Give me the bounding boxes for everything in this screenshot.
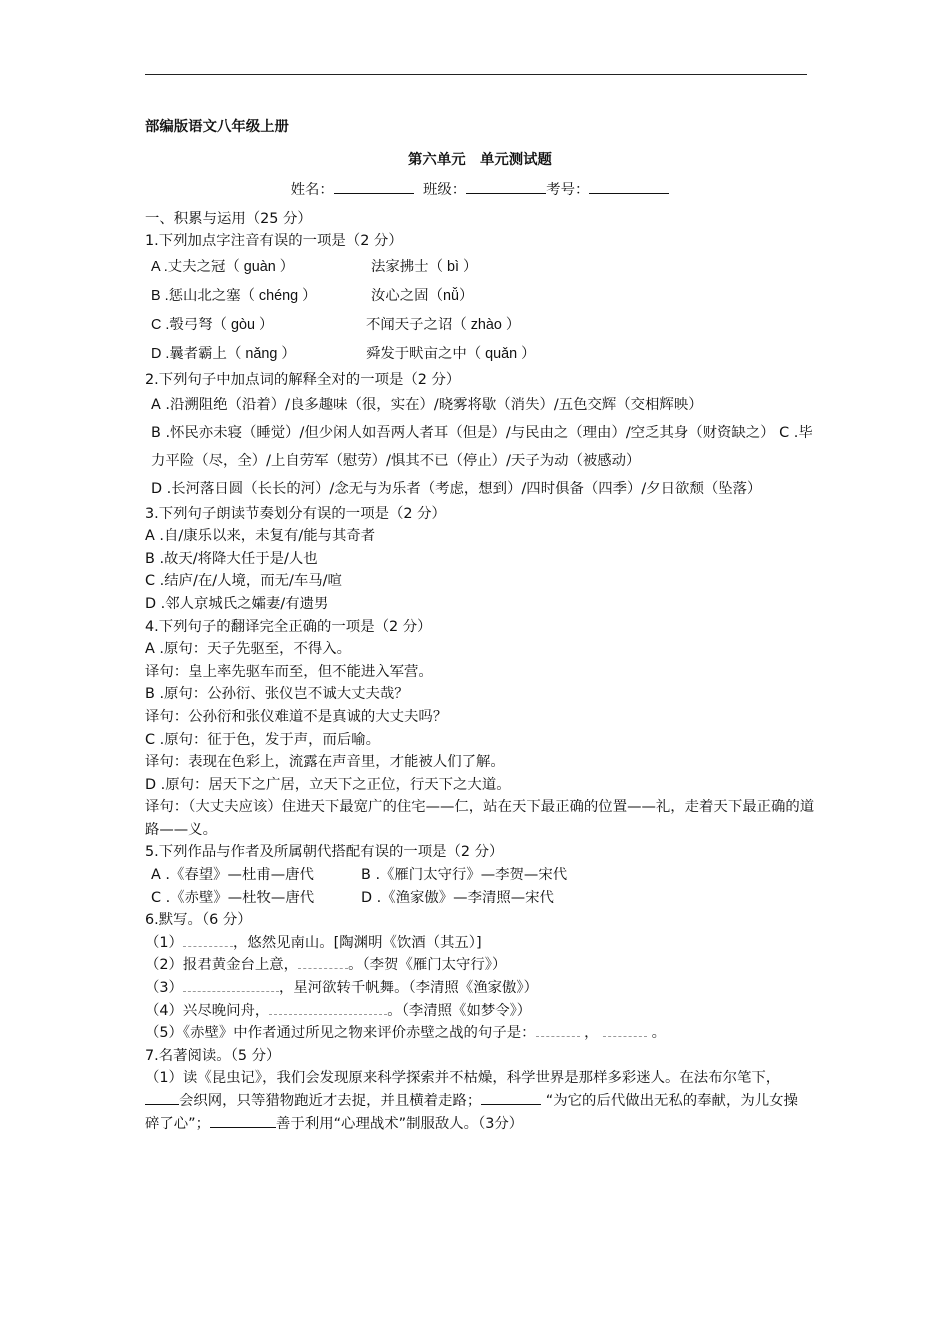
header-rule	[145, 74, 807, 75]
option-b-translation: 译句：公孙衍和张仪难道不是真诚的大丈夫吗？	[145, 708, 448, 725]
question-stem: 1.下列加点字注音有误的一项是（2 分）	[145, 233, 403, 250]
student-info-line	[145, 179, 815, 202]
answer-blank[interactable]	[210, 1113, 276, 1128]
reading-paragraph: （1）读《昆虫记》，我们会发现原来科学探索并不枯燥，科学世界是那样多彩迷人。在法布尔笔下，会织网，只等猎物跑近才去捉，并且横着走路； “为它的后代做出无私的奉献，为儿女操碎了心”； 善于利用“心理战术”制服敌人。（3分）	[145, 1070, 798, 1132]
question-stem: 5.下列作品与作者及所属朝代搭配有误的一项是（2 分）	[145, 844, 504, 861]
option-c-original: C .原句：征于色，发于声，而后喻。	[145, 731, 381, 748]
question-stem: 3.下列句子朗读节奏划分有误的一项是（2 分）	[145, 505, 446, 522]
answer-blank[interactable]	[481, 1090, 541, 1105]
option-a-translation: 译句：皇上率先驱车而至，但不能进入军营。	[145, 663, 433, 680]
option-d: D .邻人京城氏之孀妻/有遗男	[145, 595, 329, 612]
option-d-original: D .原句：居天下之广居，立天下之正位，行天下之大道。	[145, 776, 511, 793]
question-stem: 4.下列句子的翻译完全正确的一项是（2 分）	[145, 618, 432, 635]
answer-blank[interactable]	[269, 1000, 387, 1015]
option-d-translation: 译句：（大丈夫应该）住进天下最宽广的住宅——仁，站在天下最正确的位置——礼，走着天下最正确的道路——义。	[145, 799, 815, 838]
option-a-original: A .原句：天子先驱至，不得入。	[145, 641, 352, 658]
unit-title: 第六单元 单元测试题	[408, 151, 552, 168]
question-1	[145, 230, 815, 369]
document-content	[145, 110, 815, 1135]
class-blank[interactable]	[466, 179, 546, 194]
dictation-4: （4）兴尽晚问舟， 。（李清照《如梦令》）	[145, 1000, 815, 1023]
option-a: A .丈夫之冠（ guàn ） 法家拂士（ bì ）	[151, 258, 478, 275]
answer-blank[interactable]	[183, 932, 233, 947]
question-7	[145, 1045, 815, 1135]
option-b: B .惩山北之塞（ chéng ） 汝心之固（nǚ）	[151, 287, 474, 304]
options-a-b: A .《春望》—杜甫—唐代 B .《雁门太守行》—李贺—宋代	[151, 867, 568, 884]
option-b-c: B .怀民亦未寝（睡觉）/但少闲人如吾两人者耳（但是）/与民由之（理由）/空乏其身（财资缺之） C .毕力平险（尽，全）/上自劳军（慰劳）/惧其不已（停止）/天子为动（被感动）	[151, 424, 813, 469]
option-d: D .长河落日圆（长长的河）/念无与为乐者（考虑，想到）/四时俱备（四季）/夕日欲颓（坠落）	[151, 480, 762, 497]
question-5	[145, 841, 815, 909]
answer-blank[interactable]	[183, 977, 279, 992]
question-3	[145, 503, 815, 616]
option-d: D .曩者霸上（ nǎng ） 舜发于畎亩之中（ quǎn ）	[151, 345, 536, 362]
option-a: A .自/康乐以来，未复有/能与其奇者	[145, 528, 376, 545]
name-blank[interactable]	[334, 179, 414, 194]
class-label: 班级：	[422, 182, 467, 199]
option-b: B .故天/将降大任于是/人也	[145, 550, 318, 567]
option-c: C .结庐/在/人境，而无/车马/喧	[145, 573, 342, 590]
section-heading: 一、积累与运用（25 分）	[145, 210, 312, 227]
option-b-original: B .原句：公孙衍、张仪岂不诚大丈夫哉？	[145, 686, 409, 703]
exam-no-label: 考号：	[546, 182, 590, 199]
answer-blank[interactable]	[603, 1022, 647, 1037]
option-c: C .彀弓弩（ gòu ） 不闻天子之诏（ zhào ）	[151, 316, 521, 333]
question-stem: 2.下列句子中加点词的解释全对的一项是（2 分）	[145, 371, 461, 388]
answer-blank[interactable]	[298, 954, 348, 969]
option-c-translation: 译句：表现在色彩上，流露在声音里，才能被人们了解。	[145, 754, 505, 771]
answer-blank[interactable]	[536, 1022, 580, 1037]
exam-no-blank[interactable]	[589, 179, 669, 194]
question-2	[145, 369, 815, 503]
answer-blank[interactable]	[145, 1090, 179, 1105]
options-c-d: C .《赤壁》—杜牧—唐代 D .《渔家傲》—李清照—宋代	[151, 889, 554, 906]
question-stem: 6.默写。（6 分）	[145, 912, 252, 929]
name-label: 姓名：	[290, 182, 334, 199]
dictation-1: （1） ，悠然见南山。[陶渊明《饮酒（其五）]	[145, 932, 815, 955]
dictation-2: （2）报君黄金台上意， 。（李贺《雁门太守行》）	[145, 954, 815, 977]
question-6	[145, 909, 815, 1045]
dictation-5: （5）《赤壁》中作者通过所见之物来评价赤壁之战的句子是： ， 。	[145, 1022, 815, 1045]
question-stem: 7.名著阅读。（5 分）	[145, 1047, 281, 1064]
question-4	[145, 616, 815, 842]
option-a: A .沿溯阻绝（沿着）/良多趣味（很，实在）/晓雾将歇（消失）/五色交辉（交相辉映）	[151, 396, 703, 413]
book-title: 部编版语文八年级上册	[145, 119, 289, 135]
dictation-3: （3） ，星河欲转千帆舞。（李清照《渔家傲》）	[145, 977, 815, 1000]
